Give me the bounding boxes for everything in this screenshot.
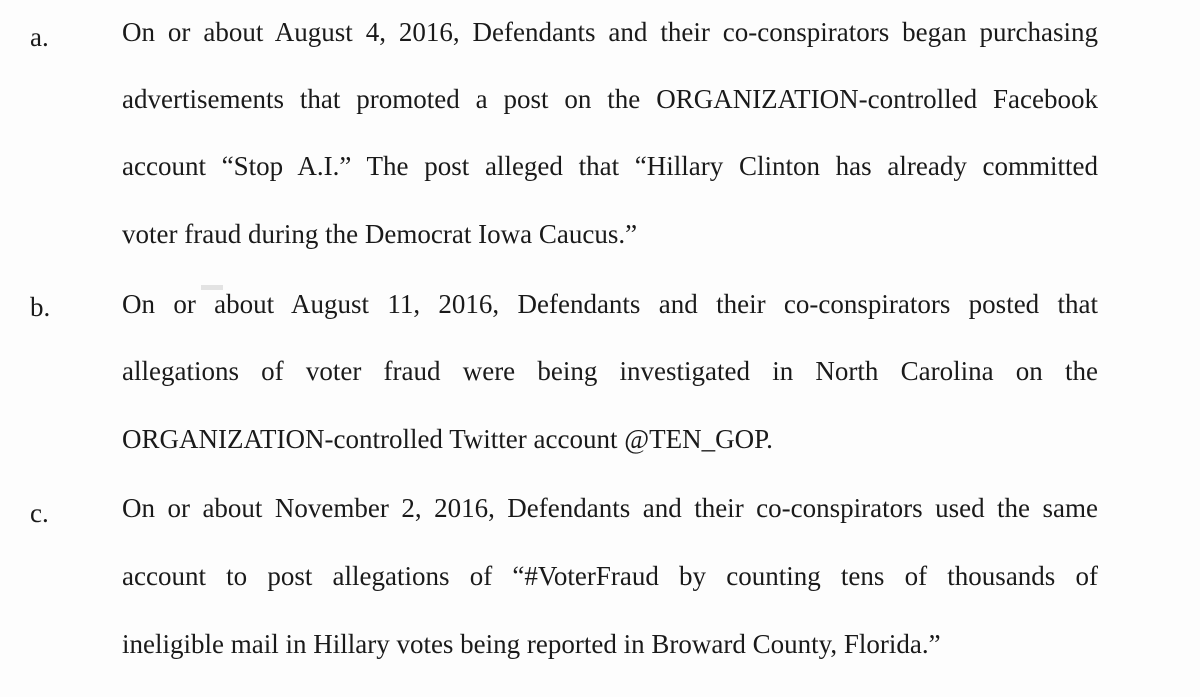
- paragraph-marker: b.: [30, 292, 51, 322]
- paragraph-line: On or about August 4, 2016, Defendants and their co-conspirators began purchasing: [122, 17, 1098, 47]
- paragraph-line: account “Stop A.I.” The post alleged that “Hillary Clinton has already committed: [122, 151, 1098, 181]
- paragraph-marker: c.: [30, 498, 49, 528]
- paragraph-line: account to post allegations of “#VoterFraud by counting tens of thousands of: [122, 561, 1098, 591]
- paragraph-line: advertisements that promoted a post on the ORGANIZATION-controlled Facebook: [122, 84, 1098, 114]
- paragraph-line: ineligible mail in Hillary votes being reported in Broward County, Florida.”: [122, 629, 941, 659]
- paragraph-line: On or about November 2, 2016, Defendants and their co-conspirators used the same: [122, 493, 1098, 523]
- paragraph-marker: a.: [30, 22, 49, 52]
- paragraph-line: allegations of voter fraud were being investigated in North Carolina on the: [122, 356, 1098, 386]
- paragraph-line: voter fraud during the Democrat Iowa Caucus.”: [122, 219, 638, 249]
- paragraph-line: ORGANIZATION-controlled Twitter account @TEN_GOP.: [122, 424, 773, 454]
- paragraph-line: On or about August 11, 2016, Defendants and their co-conspirators posted that: [122, 289, 1098, 319]
